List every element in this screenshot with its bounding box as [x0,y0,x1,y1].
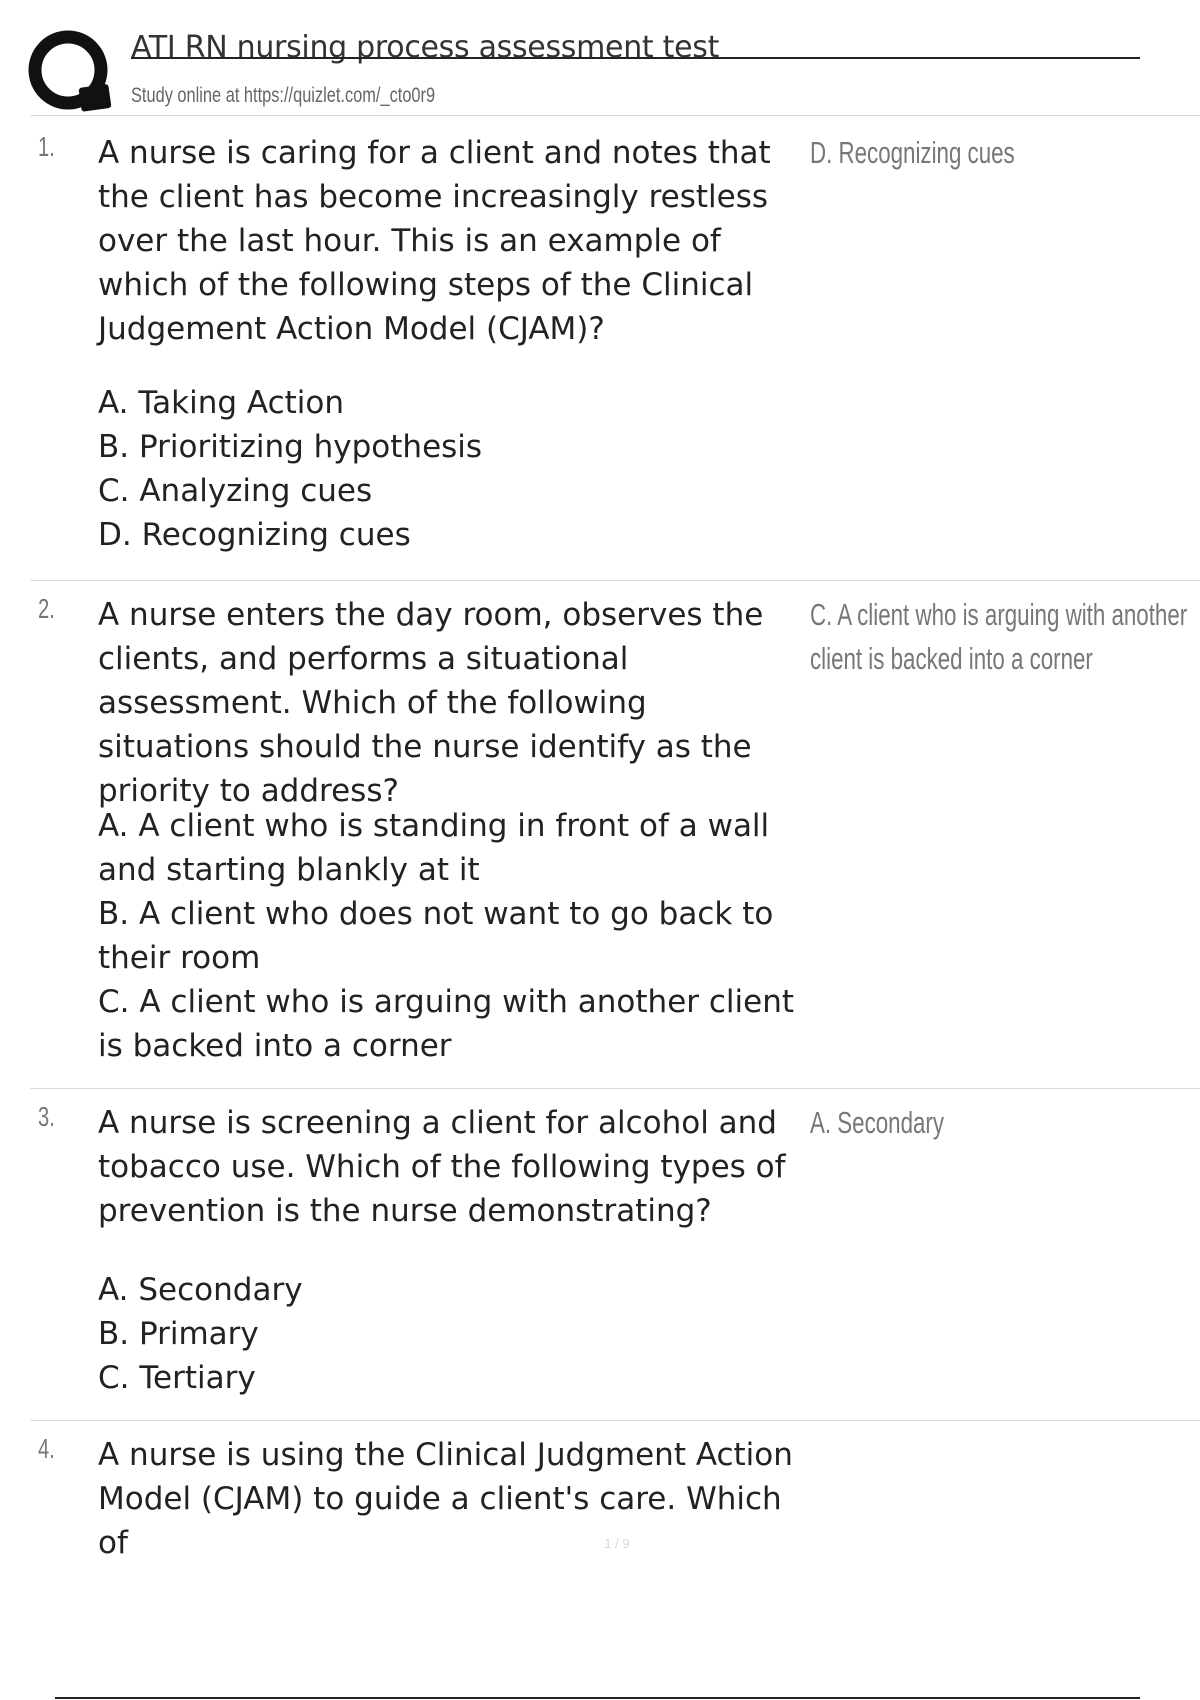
option-item: D. Recognizing cues [98,517,411,553]
option-list [98,381,803,557]
option-list [98,1268,803,1400]
answer-text: D. Recognizing cues [810,135,1015,170]
option-item: B. Prioritizing hypothesis [98,429,483,465]
question-text: A nurse is caring for a client and notes that the client has become increasingly restless over the last hour. This is an example of which of the following steps of the Clinical Judgement Action Model (CJAM)? [98,135,771,347]
question-text: A nurse is screening a client for alcohol and tobacco use. Which of the following types of prevention is the nurse demonstrating? [98,1105,786,1229]
option-item: A. Secondary [98,1272,303,1308]
question-divider [30,1088,1200,1089]
answer-line: client is backed into a corner [810,641,1093,676]
study-link-text: Study online at https://quizlet.com/_cto0r9 [131,84,436,107]
answer-text [810,593,1187,681]
question-number: 1. [38,131,55,162]
option-item: A. Taking Action [98,385,345,421]
question-divider [30,580,1200,581]
question-text: A nurse enters the day room, observes the clients, and performs a situational assessment. Which of the following situations should the nurse identify as the priority to address? [98,597,764,809]
option-item: C. Analyzing cues [98,473,373,509]
option-list [98,804,803,1068]
title-rule [131,57,1140,59]
option-item: B. Primary [98,1316,259,1352]
answer-text: A. Secondary [810,1105,944,1140]
option-item: A. A client who is standing in front of a wall and starting blankly at it [98,808,770,888]
question-number: 2. [38,593,55,624]
header-divider [30,115,1200,116]
answer-line: C. A client who is arguing with another [810,597,1188,632]
option-item: C. A client who is arguing with another client is backed into a corner [98,984,795,1064]
footer-rule [55,1697,1140,1699]
question-number: 3. [38,1101,55,1132]
question-divider [30,1420,1200,1421]
quizlet-logo-icon [28,30,112,114]
question-number: 4. [38,1433,55,1464]
option-item: B. A client who does not want to go back to their room [98,896,774,976]
document-title: ATI RN nursing process assessment test [131,30,720,65]
option-item: C. Tertiary [98,1360,256,1396]
page-number: 1 / 9 [604,1536,630,1551]
question-text: A nurse is using the Clinical Judgment Action Model (CJAM) to guide a client's care. Which of [98,1437,793,1561]
